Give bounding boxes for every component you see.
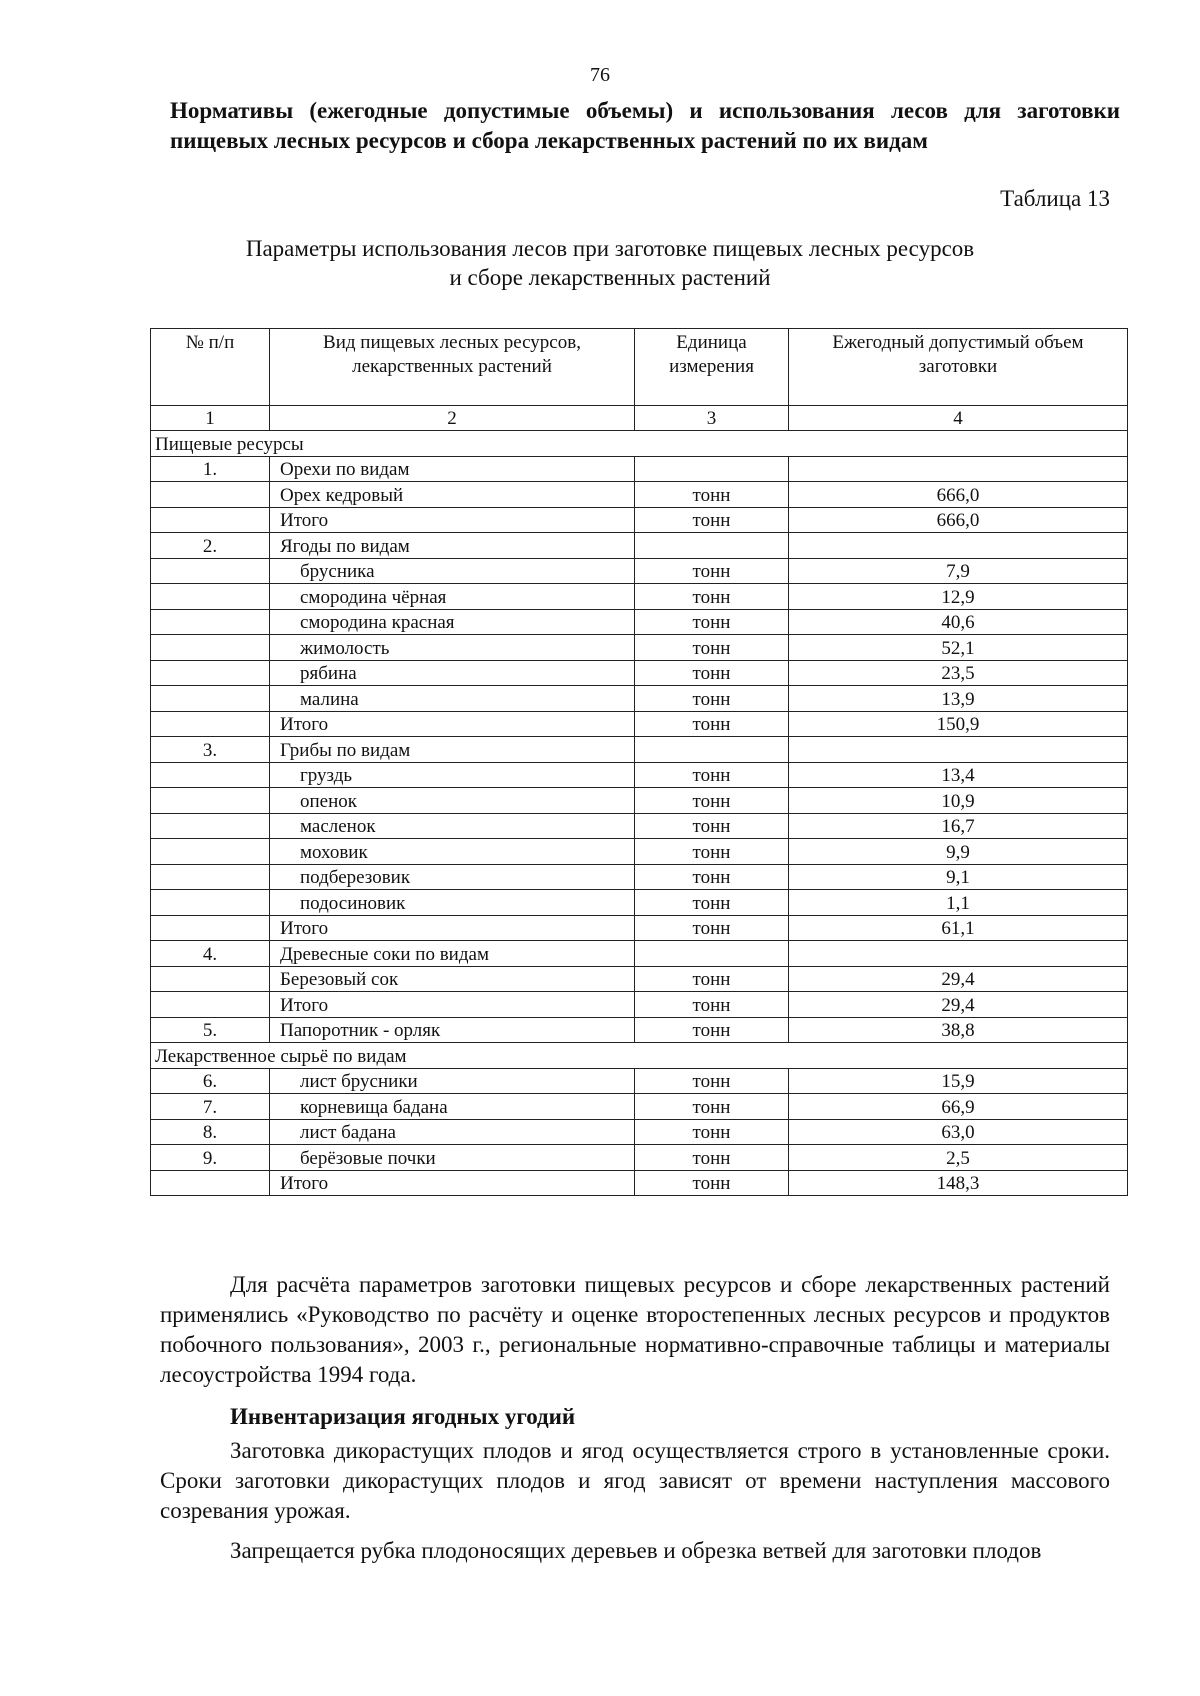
unit-cell: тонн [635, 711, 789, 737]
paragraph-methodology-text: Для расчёта параметров заготовки пищевых ресурсов и сборе лекарственных растений применялись «Руководство по расчёту и оценке второстепенных лесных ресурсов и продуктов побочного пользования», 2003 г., региональные нормативно-справочные таблицы и материалы лесоустройства 1994 года. [160, 1272, 1110, 1387]
table-row [151, 788, 1128, 814]
unit-cell [635, 941, 789, 967]
resources-table [150, 328, 1128, 1196]
header-cell-type: Вид пищевых лесных ресурсов, лекарственных растений [270, 329, 635, 406]
resource-name-cell [270, 915, 635, 941]
unit-cell [635, 456, 789, 482]
section-label: Пищевые ресурсы [151, 431, 1128, 457]
table-row [151, 737, 1128, 763]
resource-name-cell [270, 813, 635, 839]
header-cell-volume: Ежегодный допустимый объем заготовки [789, 329, 1128, 406]
unit-cell [635, 737, 789, 763]
volume-cell: 61,1 [789, 915, 1128, 941]
resource-name-cell [270, 584, 635, 610]
resource-name: брусника [300, 561, 375, 582]
resource-name-cell [270, 609, 635, 635]
resource-name: смородина чёрная [300, 586, 447, 608]
row-number: 4. [151, 941, 270, 967]
resource-name: масленок [300, 816, 376, 837]
row-number [151, 864, 270, 890]
resource-name-cell [270, 1170, 635, 1196]
volume-cell [789, 456, 1128, 482]
header-cell-number: № п/п [151, 329, 270, 406]
resource-name: подосиновик [300, 892, 406, 914]
row-number [151, 711, 270, 737]
unit-cell: тонн [635, 1017, 789, 1043]
volume-cell: 40,6 [789, 609, 1128, 635]
paragraph-prohibition [160, 1536, 1110, 1566]
resource-name: лист бадана [300, 1122, 396, 1143]
volume-cell: 2,5 [789, 1145, 1128, 1171]
resource-name: груздь [300, 765, 353, 786]
unit-cell: тонн [635, 635, 789, 661]
table-row [151, 558, 1128, 584]
unit-cell [635, 533, 789, 559]
resource-name-cell [270, 558, 635, 584]
table-row [151, 813, 1128, 839]
resource-name-cell [270, 1017, 635, 1043]
row-number [151, 482, 270, 508]
volume-cell: 12,9 [789, 584, 1128, 610]
table-row [151, 533, 1128, 559]
table-row [151, 507, 1128, 533]
volume-cell: 52,1 [789, 635, 1128, 661]
table-row [151, 1068, 1128, 1094]
paragraph-methodology [160, 1270, 1110, 1390]
row-number [151, 635, 270, 661]
volume-cell: 10,9 [789, 788, 1128, 814]
resource-name: Орех кедровый [280, 484, 404, 506]
resource-name: лист брусники [300, 1071, 418, 1092]
table-caption-line1: Параметры использования лесов при заготовке пищевых лесных ресурсов [245, 236, 975, 261]
table-row [151, 839, 1128, 865]
unit-cell: тонн [635, 482, 789, 508]
header-cell-unit: Единица измерения [635, 329, 789, 406]
volume-cell [789, 533, 1128, 559]
resource-name: рябина [300, 663, 357, 684]
resource-name-cell [270, 737, 635, 763]
table-row [151, 992, 1128, 1018]
table-row [151, 762, 1128, 788]
resource-name-cell [270, 1094, 635, 1120]
volume-cell: 63,0 [789, 1119, 1128, 1145]
unit-cell: тонн [635, 609, 789, 635]
row-number: 5. [151, 1017, 270, 1043]
resource-name-cell [270, 686, 635, 712]
volume-cell: 66,9 [789, 1094, 1128, 1120]
table-row [151, 609, 1128, 635]
table-row [151, 1170, 1128, 1196]
volume-cell: 15,9 [789, 1068, 1128, 1094]
resource-name: Итого [280, 714, 329, 735]
document-heading: Нормативы (ежегодные допустимые объемы) и использования лесов для заготовки пищевых лесных ресурсов и сбора лекарственных растений по их видам [170, 98, 1120, 153]
resource-name-cell [270, 456, 635, 482]
resource-name-cell [270, 966, 635, 992]
table-row [151, 1017, 1128, 1043]
volume-cell: 38,8 [789, 1017, 1128, 1043]
volume-cell: 16,7 [789, 813, 1128, 839]
resource-name-cell [270, 1068, 635, 1094]
unit-cell: тонн [635, 1119, 789, 1145]
resource-name: Итого [280, 918, 329, 939]
unit-cell: тонн [635, 1170, 789, 1196]
table-row [151, 915, 1128, 941]
resource-name: малина [300, 688, 359, 710]
section-label: Лекарственное сырьё по видам [151, 1043, 1128, 1069]
resource-name: корневища бадана [300, 1096, 448, 1118]
row-number: 3. [151, 737, 270, 763]
row-number: 9. [151, 1145, 270, 1171]
resource-name-cell [270, 507, 635, 533]
table-row [151, 1094, 1128, 1120]
paragraph-harvest-terms [160, 1436, 1110, 1526]
row-number [151, 584, 270, 610]
resource-name: жимолость [300, 637, 390, 659]
resource-name-cell [270, 1119, 635, 1145]
unit-cell: тонн [635, 992, 789, 1018]
resource-name: берёзовые почки [300, 1147, 436, 1169]
col-number-4: 4 [789, 406, 1128, 431]
row-number [151, 992, 270, 1018]
volume-cell: 23,5 [789, 660, 1128, 686]
row-number [151, 813, 270, 839]
resource-name: Папоротник - орляк [280, 1020, 441, 1041]
unit-cell: тонн [635, 864, 789, 890]
unit-cell: тонн [635, 966, 789, 992]
unit-cell: тонн [635, 1145, 789, 1171]
resource-name-cell [270, 482, 635, 508]
volume-cell [789, 941, 1128, 967]
volume-cell: 150,9 [789, 711, 1128, 737]
row-number [151, 915, 270, 941]
resource-name-cell [270, 1145, 635, 1171]
table-row [151, 660, 1128, 686]
unit-cell: тонн [635, 890, 789, 916]
unit-cell: тонн [635, 660, 789, 686]
resource-name-cell [270, 635, 635, 661]
resource-name-cell [270, 864, 635, 890]
volume-cell: 9,1 [789, 864, 1128, 890]
unit-cell: тонн [635, 686, 789, 712]
row-number [151, 966, 270, 992]
table-row [151, 941, 1128, 967]
resource-name: Грибы по видам [280, 739, 411, 761]
resource-name: Итого [280, 1173, 329, 1194]
page-number: 76 [590, 64, 610, 86]
table-row [151, 1119, 1128, 1145]
volume-cell: 13,9 [789, 686, 1128, 712]
row-number [151, 660, 270, 686]
section-heading-inventory: Инвентаризация ягодных угодий [230, 1404, 576, 1429]
resource-name: Орехи по видам [280, 459, 410, 480]
volume-cell: 29,4 [789, 992, 1128, 1018]
row-number: 2. [151, 533, 270, 559]
volume-cell: 9,9 [789, 839, 1128, 865]
volume-cell: 148,3 [789, 1170, 1128, 1196]
resource-name-cell [270, 992, 635, 1018]
unit-cell: тонн [635, 788, 789, 814]
volume-cell: 29,4 [789, 966, 1128, 992]
table-header-row [151, 329, 1128, 406]
volume-cell: 666,0 [789, 482, 1128, 508]
resource-name-cell [270, 533, 635, 559]
row-number: 6. [151, 1068, 270, 1094]
row-number [151, 890, 270, 916]
unit-cell: тонн [635, 915, 789, 941]
resource-name-cell [270, 788, 635, 814]
resource-name-cell [270, 890, 635, 916]
row-number: 7. [151, 1094, 270, 1120]
row-number [151, 762, 270, 788]
column-number-row [151, 406, 1128, 431]
resource-name: опенок [300, 790, 357, 812]
table-row [151, 711, 1128, 737]
resource-name: Древесные соки по видам [280, 943, 489, 965]
col-number-2: 2 [270, 406, 635, 431]
row-number: 1. [151, 456, 270, 482]
volume-cell: 13,4 [789, 762, 1128, 788]
table-row [151, 482, 1128, 508]
row-number [151, 507, 270, 533]
table-row [151, 584, 1128, 610]
col-number-3: 3 [635, 406, 789, 431]
table-row [151, 864, 1128, 890]
table-caption-line2: и сборе лекарственных растений [449, 265, 771, 290]
table-row [151, 686, 1128, 712]
resource-name-cell [270, 711, 635, 737]
row-number [151, 1170, 270, 1196]
resource-name: моховик [300, 841, 368, 863]
table-row [151, 966, 1128, 992]
resource-name-cell [270, 762, 635, 788]
table-section-row [151, 431, 1128, 457]
unit-cell: тонн [635, 507, 789, 533]
unit-cell: тонн [635, 1068, 789, 1094]
unit-cell: тонн [635, 558, 789, 584]
resource-name: смородина красная [300, 612, 455, 633]
resource-name: Березовый сок [280, 969, 399, 990]
table-row [151, 456, 1128, 482]
col-number-1: 1 [151, 406, 270, 431]
table-row [151, 1145, 1128, 1171]
row-number [151, 686, 270, 712]
unit-cell: тонн [635, 813, 789, 839]
table-caption [150, 234, 1070, 292]
row-number [151, 609, 270, 635]
resource-name: подберезовик [300, 867, 411, 888]
volume-cell: 7,9 [789, 558, 1128, 584]
row-number [151, 558, 270, 584]
resource-name-cell [270, 839, 635, 865]
paragraph-harvest-terms-text: Заготовка дикорастущих плодов и ягод осуществляется строго в установленные сроки. Сроки заготовки дикорастущих плодов и ягод зависят от времени наступления массового созревания урожая. [160, 1438, 1110, 1523]
table-section-row [151, 1043, 1128, 1069]
resource-name: Ягоды по видам [280, 535, 410, 557]
unit-cell: тонн [635, 762, 789, 788]
resource-name-cell [270, 660, 635, 686]
resource-name-cell [270, 941, 635, 967]
unit-cell: тонн [635, 839, 789, 865]
row-number [151, 839, 270, 865]
table-number: Таблица 13 [1000, 186, 1110, 211]
unit-cell: тонн [635, 584, 789, 610]
resource-name: Итого [280, 994, 329, 1016]
table-row [151, 890, 1128, 916]
volume-cell: 666,0 [789, 507, 1128, 533]
row-number: 8. [151, 1119, 270, 1145]
row-number [151, 788, 270, 814]
paragraph-prohibition-text: Запрещается рубка плодоносящих деревьев и обрезка ветвей для заготовки плодов [230, 1538, 1042, 1563]
unit-cell: тонн [635, 1094, 789, 1120]
volume-cell [789, 737, 1128, 763]
volume-cell: 1,1 [789, 890, 1128, 916]
resource-name: Итого [280, 510, 329, 531]
table-row [151, 635, 1128, 661]
